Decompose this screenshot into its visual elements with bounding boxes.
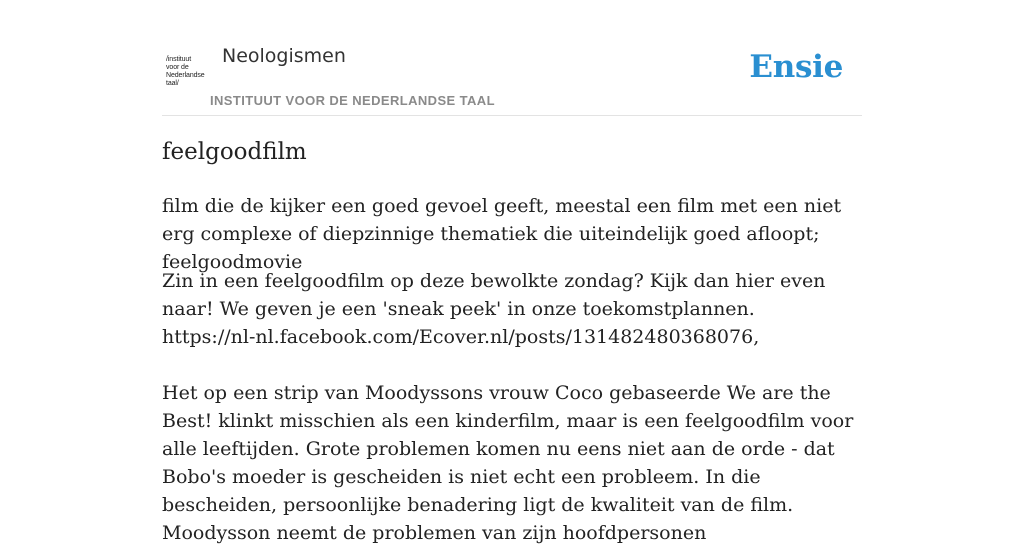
spacer <box>162 351 872 379</box>
logo-line: /instituut <box>166 56 192 63</box>
citation-text: Zin in een feelgoodfilm op deze bewolkte zondag? Kijk dan hier even naar! We geven je een 'sneak peek' in onze toekomstplannen. <box>162 270 826 320</box>
citation-text: Het op een strip van Moodyssons vrouw Coco gebaseerde We are the Best! klinkt misschien als een kinderfilm, maar is een feelgoodfilm voor alle leeftijden. Grote problemen komen nu eens niet aan de orde - dat Bobo's moeder is gescheiden is niet echt een probleem. In die bescheiden, persoonlijke benadering ligt de kwaliteit van de film. Moodysson neemt de problemen van zijn hoofdpersonen <box>162 382 854 544</box>
logo-line: Nederlandse <box>166 72 205 79</box>
logo-line: voor de <box>166 64 189 71</box>
logo-line: taal/ <box>166 80 179 87</box>
citation-source-link[interactable]: https://nl-nl.facebook.com/Ecover.nl/posts/131482480368076, <box>162 326 760 348</box>
page <box>162 0 862 544</box>
citations <box>162 267 872 547</box>
citation <box>162 267 872 351</box>
citation <box>162 379 872 547</box>
site-subtitle: INSTITUUT VOOR DE NEDERLANDSE TAAL <box>210 93 495 108</box>
ivdnt-logo[interactable] <box>166 56 208 90</box>
headword: feelgoodfilm <box>162 139 307 165</box>
site-title-link[interactable]: Neologismen <box>222 45 346 67</box>
header <box>162 0 862 116</box>
definition: film die de kijker een goed gevoel geeft, meestal een film met een niet erg complexe of diepzinnige thematiek die uiteindelijk goed afloopt; feelgoodmovie <box>162 195 842 273</box>
ensie-logo-link[interactable]: Ensie <box>749 49 843 85</box>
